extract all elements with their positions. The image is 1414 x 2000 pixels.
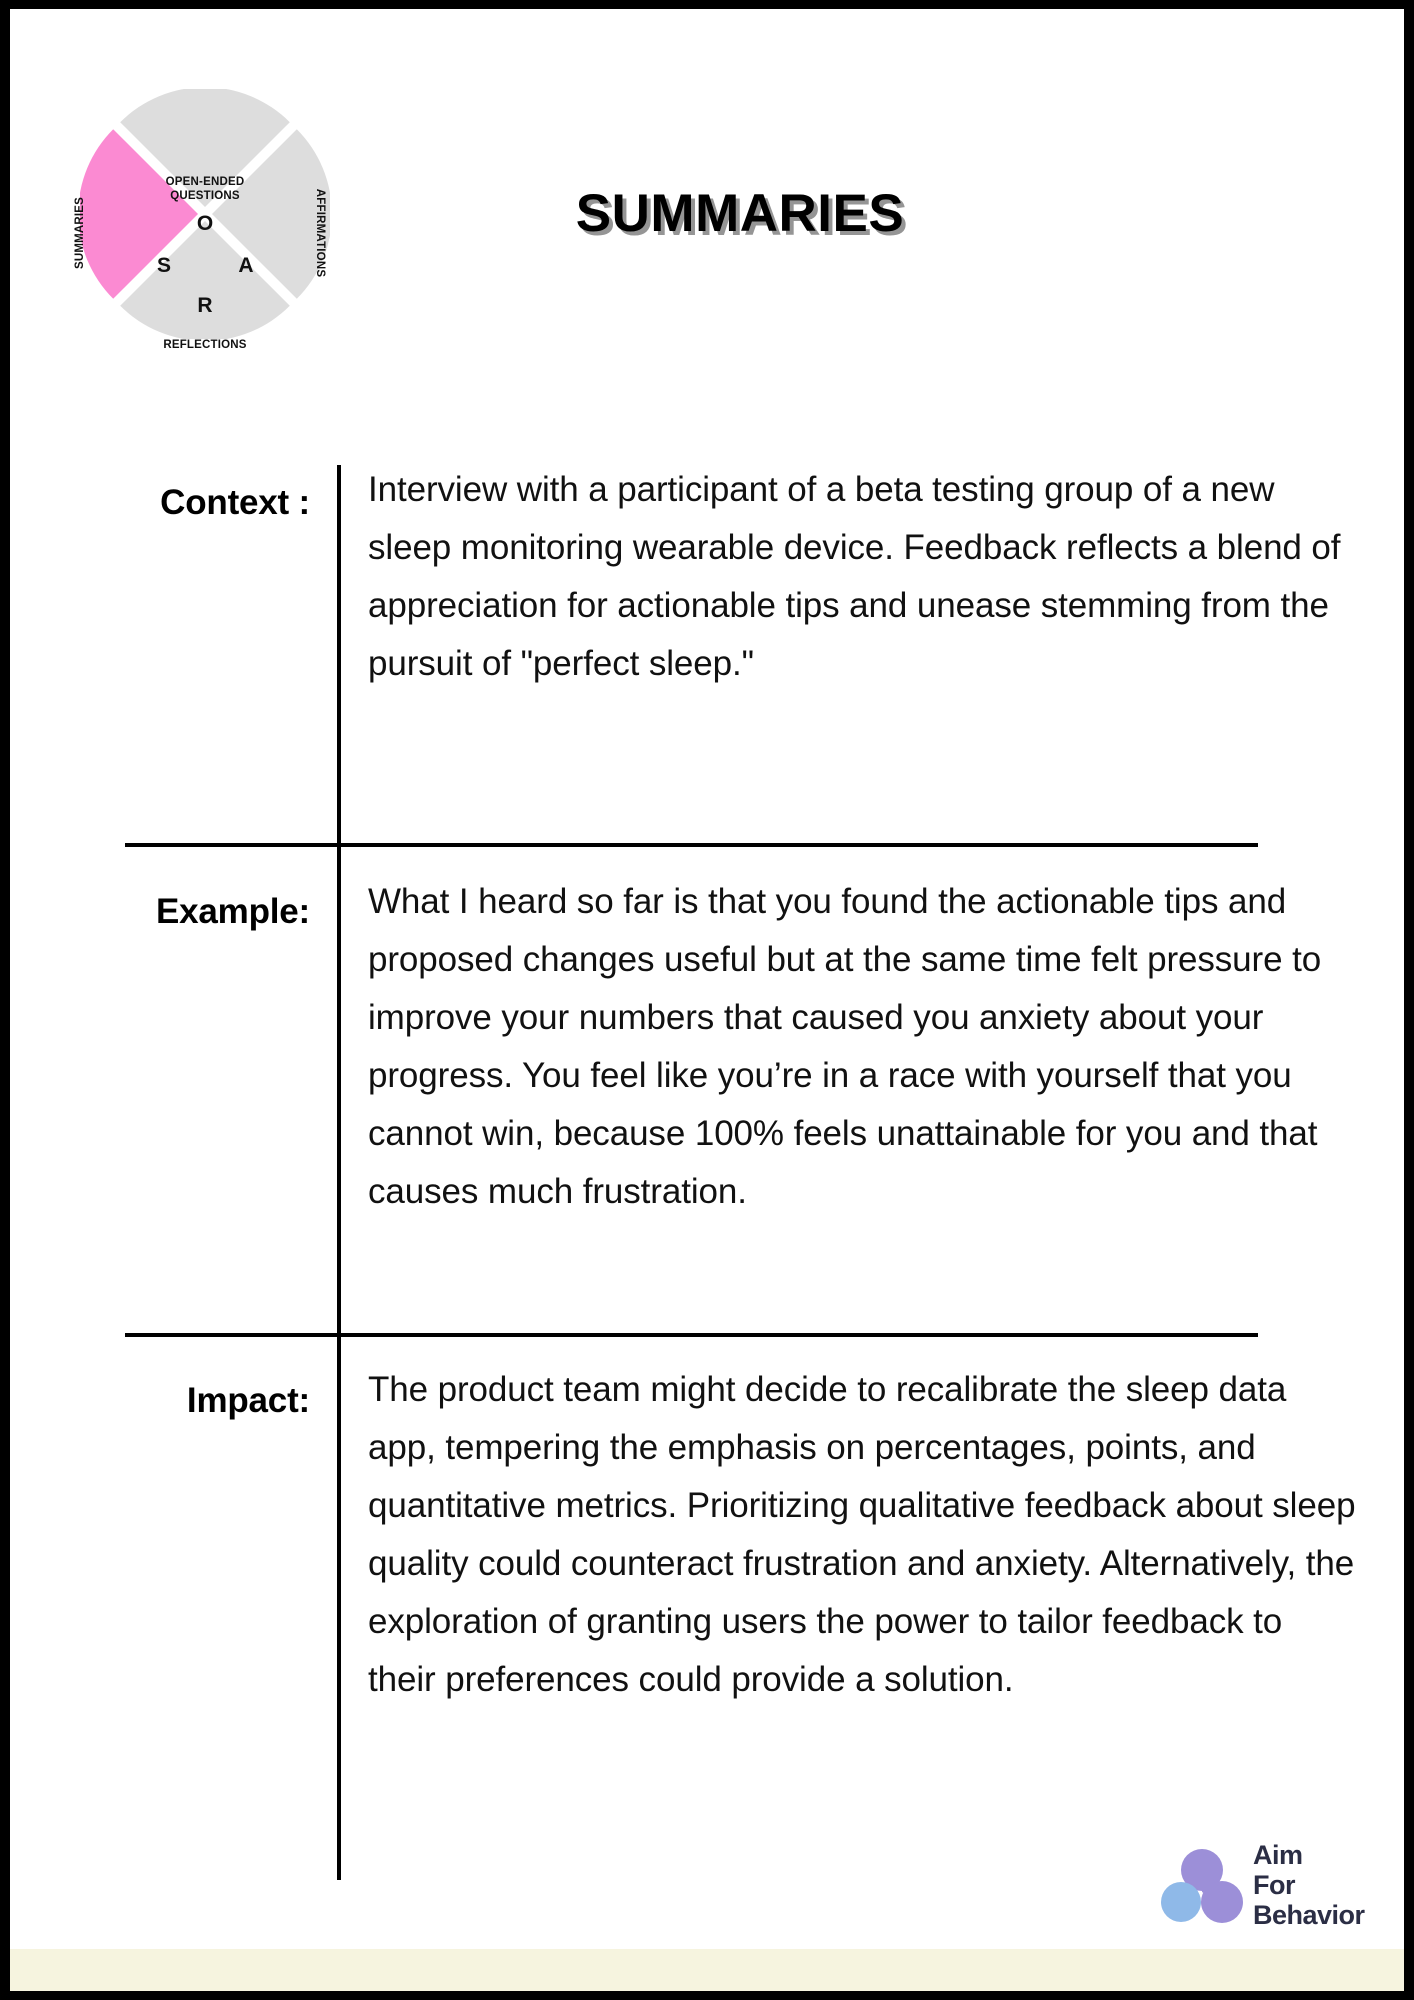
header [10,9,1404,369]
logo-line-1: Aim [1253,1840,1303,1870]
row-label-context: Context : [160,483,310,522]
wheel-label-open-ended-questions: OPEN-ENDED QUESTIONS [165,176,245,203]
logo-line-2: For [1253,1870,1295,1900]
row-label-impact: Impact: [186,1381,310,1420]
row-body-example: What I heard so far is that you found the actionable tips and proposed changes useful but at the same time felt pressure to improve your numbers that caused you anxiety about your progress. You feel like you’re in a race with yourself that you cannot win, because 100% feels unattainable for you and that causes much frustration. [368,882,1322,1211]
content-table [10,439,1404,1899]
wheel-label-affirmations: AFFIRMATIONS [314,188,326,278]
slide-card [10,9,1404,1991]
logo-circles-icon [1161,1846,1243,1926]
table-row [10,439,1404,849]
table-row [10,849,1404,1339]
wheel-letter-s: S [156,254,171,277]
bottom-accent-strip [10,1949,1404,1991]
wheel-letter-o: O [196,212,214,235]
logo-wordmark [1253,1840,1365,1930]
logo-line-3: Behavior [1253,1900,1365,1930]
table-row [10,1339,1404,1869]
wheel-label-reflections: REFLECTIONS [163,339,247,351]
row-body-context: Interview with a participant of a beta testing group of a new sleep monitoring wearable device. Feedback reflects a blend of appreciation for actionable tips and unease stemming from the pursuit of "perfect sleep." [368,470,1341,683]
page-title: SUMMARIES [575,184,905,243]
brand-logo [1161,1834,1366,1939]
oars-wheel [74,89,330,351]
wheel-letter-a: A [238,254,254,277]
row-body-impact: The product team might decide to recalibrate the sleep data app, tempering the emphasis on percentages, points, and quantitative metrics. Prioritizing qualitative feedback about sleep quality could counteract frustration and anxiety. Alternatively, the exploration of granting users the power to tailor feedback to their preferences could provide a solution. [368,1370,1356,1699]
wheel-letter-r: R [197,294,213,317]
wheel-label-summaries: SUMMARIES [74,196,86,270]
row-label-example: Example: [155,892,310,931]
